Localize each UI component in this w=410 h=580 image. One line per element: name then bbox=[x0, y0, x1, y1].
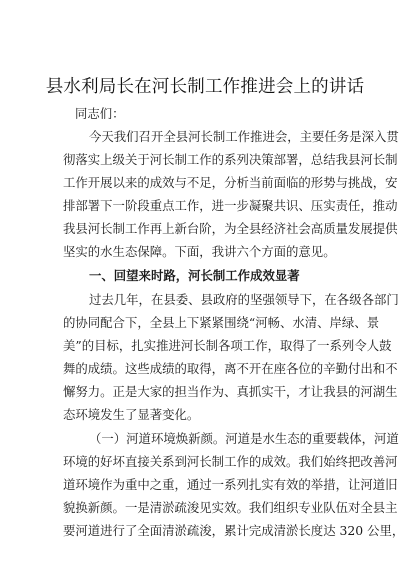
paragraph-line: 今天我们召开全县河长制工作推进会，主要任务是深入贯 bbox=[89, 129, 399, 144]
paragraph-line: 坚实的水生态保障。下面，我讲六个方面的意见。 bbox=[63, 244, 336, 259]
paragraph-line: 工作开展以来的成效与不足，分析当前面临的形势与挑战，安 bbox=[63, 175, 398, 190]
paragraph-line: 过去几年，在县委、县政府的坚强领导下，在各级各部门 bbox=[89, 292, 399, 307]
paragraph-line: 的协同配合下，全县上下紧紧围绕“河畅、水清、岸绿、景 bbox=[63, 315, 380, 330]
paragraph-line: 懈努力。正是大家的担当作为、真抓实干，才让我县的河湖生 bbox=[63, 384, 398, 399]
paragraph-line: 舞的成绩。这些成绩的取得，离不开在座各位的辛勤付出和不 bbox=[63, 361, 398, 376]
paragraph-line: 美”的目标，扎实推进河长制各项工作，取得了一系列令人鼓 bbox=[63, 338, 392, 353]
paragraph-line: （一）河道环境焕新颜。河道是水生态的重要载体，河道 bbox=[89, 431, 399, 446]
paragraph-line: 道环境作为重中之重，通过一系列扎实有效的举措，让河道旧 bbox=[63, 477, 398, 492]
paragraph-line: 彻落实上级关于河长制工作的系列决策部署，总结我县河长制 bbox=[63, 152, 398, 167]
salutation: 同志们： bbox=[75, 106, 125, 121]
paragraph-line: 要河道进行了全面清淤疏浚，累计完成清淤长度达 320 公里， bbox=[63, 523, 405, 538]
paragraph-line: 环境的好坏直接关系到河长制工作的成效。我们始终把改善河 bbox=[63, 454, 398, 469]
paragraph-line: 我县河长制工作再上新台阶，为全县经济社会高质量发展提供 bbox=[63, 221, 398, 236]
paragraph-line: 貌换新颜。一是清淤疏浚见实效。我们组织专业队伍对全县主 bbox=[63, 500, 398, 515]
document-title: 县水利局长在河长制工作推进会上的讲话 bbox=[45, 77, 365, 97]
paragraph-line: 态环境发生了显著变化。 bbox=[63, 407, 200, 422]
paragraph-line: 排部署下一阶段重点工作，进一步凝聚共识、压实责任，推动 bbox=[63, 198, 398, 213]
section-heading: 一、回望来时路，河长制工作成效显著 bbox=[89, 268, 300, 283]
